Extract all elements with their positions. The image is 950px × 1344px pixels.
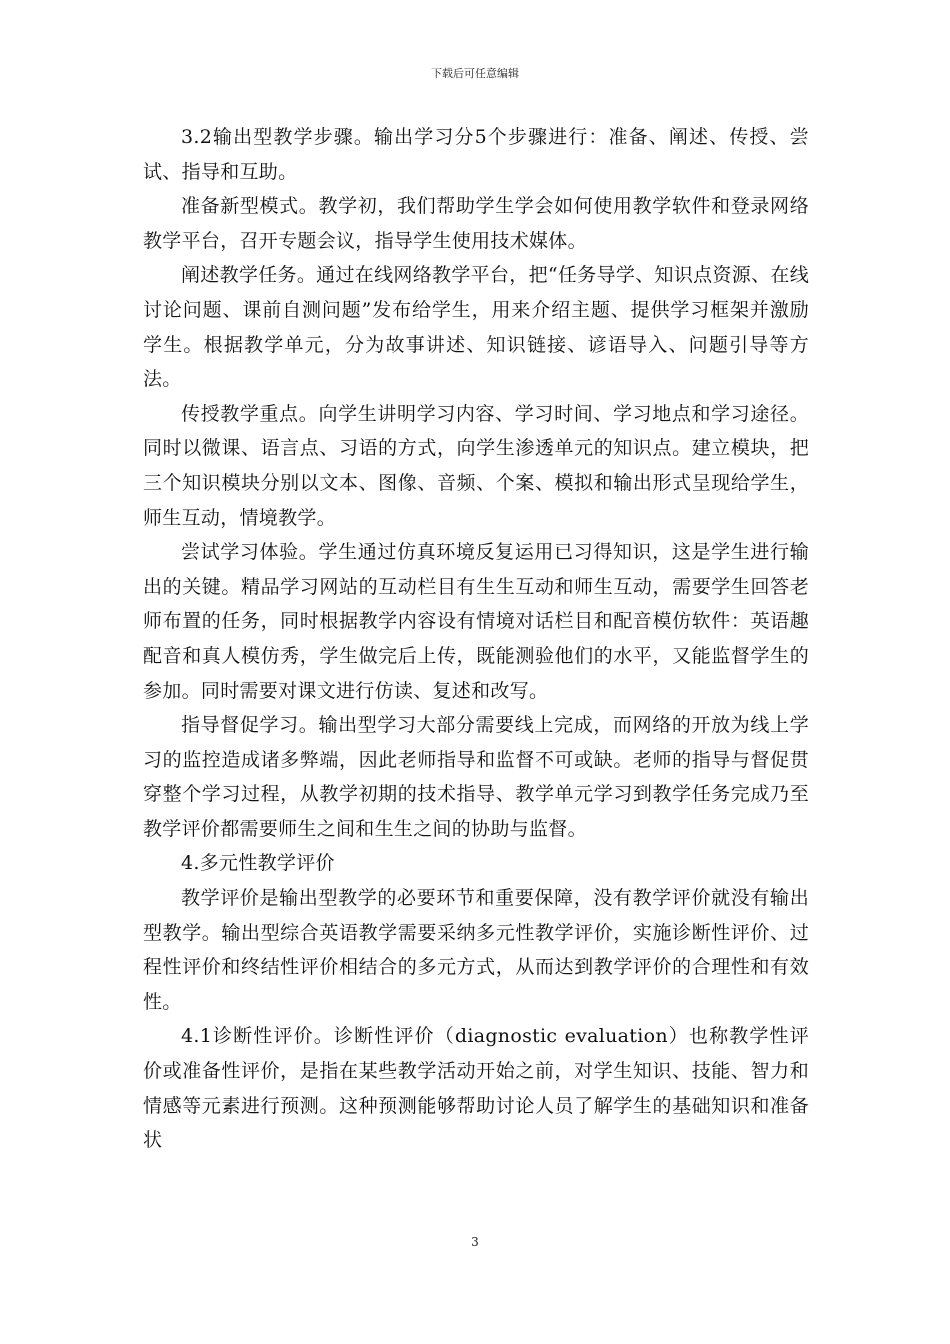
paragraph-output-teaching-steps: 3.2输出型教学步骤。输出学习分5个步骤进行：准备、阐述、传授、尝试、指导和互助。 — [143, 126, 809, 183]
page-number: 3 — [471, 1235, 479, 1249]
section-heading-evaluation: 4.多元性教学评价 — [181, 852, 335, 875]
paragraph-preparation: 准备新型模式。教学初，我们帮助学生学会如何使用教学软件和登录网络教学平台，召开专题会议，指导学生使用技术媒体。 — [143, 195, 809, 252]
paragraph-trial: 尝试学习体验。学生通过仿真环境反复运用已习得知识，这是学生进行输出的关键。精品学习网站的互动栏目有生生互动和师生互动，需要学生回答老师布置的任务，同时根据教学内容设有情境对话栏目和配音模仿软件：英语趣配音和真人模仿秀，学生做完后上传，既能测验他们的水平，又能监督学生的参加。同时需要对课文进行仿读、复述和改写。 — [143, 541, 809, 702]
paragraph-instruction: 传授教学重点。向学生讲明学习内容、学习时间、学习地点和学习途径。同时以微课、语言点、习语的方式，向学生渗透单元的知识点。建立模块，把三个知识模块分别以文本、图像、音频、个案、模拟和输出形式呈现给学生，师生互动，情境教学。 — [143, 402, 809, 529]
document-body — [143, 120, 809, 1158]
paragraph-diagnostic-evaluation: 4.1诊断性评价。诊断性评价（diagnostic evaluation）也称教学性评价或准备性评价，是指在某些教学活动开始之前，对学生知识、技能、智力和情感等元素进行预测。这种预测能够帮助讨论人员了解学生的基础知识和准备状 — [143, 1025, 809, 1152]
page-header: 下载后可任意编辑 — [431, 67, 519, 80]
paragraph-guidance: 指导督促学习。输出型学习大部分需要线上完成，而网络的开放为线上学习的监控造成诸多弊端，因此老师指导和监督不可或缺。老师的指导与督促贯穿整个学习过程，从教学初期的技术指导、教学单元学习到教学任务完成乃至教学评价都需要师生之间和生生之间的协助与监督。 — [143, 714, 809, 840]
paragraph-evaluation-intro: 教学评价是输出型教学的必要环节和重要保障，没有教学评价就没有输出型教学。输出型综合英语教学需要采纳多元性教学评价，实施诊断性评价、过程性评价和终结性评价相结合的多元方式，从而达到教学评价的合理性和有效性。 — [143, 887, 809, 1013]
paragraph-elaboration: 阐述教学任务。通过在线网络教学平台，把“任务导学、知识点资源、在线讨论问题、课前自测问题”发布给学生，用来介绍主题、提供学习框架并激励学生。根据教学单元，分为故事讲述、知识链接、谚语导入、问题引导等方法。 — [143, 264, 809, 391]
